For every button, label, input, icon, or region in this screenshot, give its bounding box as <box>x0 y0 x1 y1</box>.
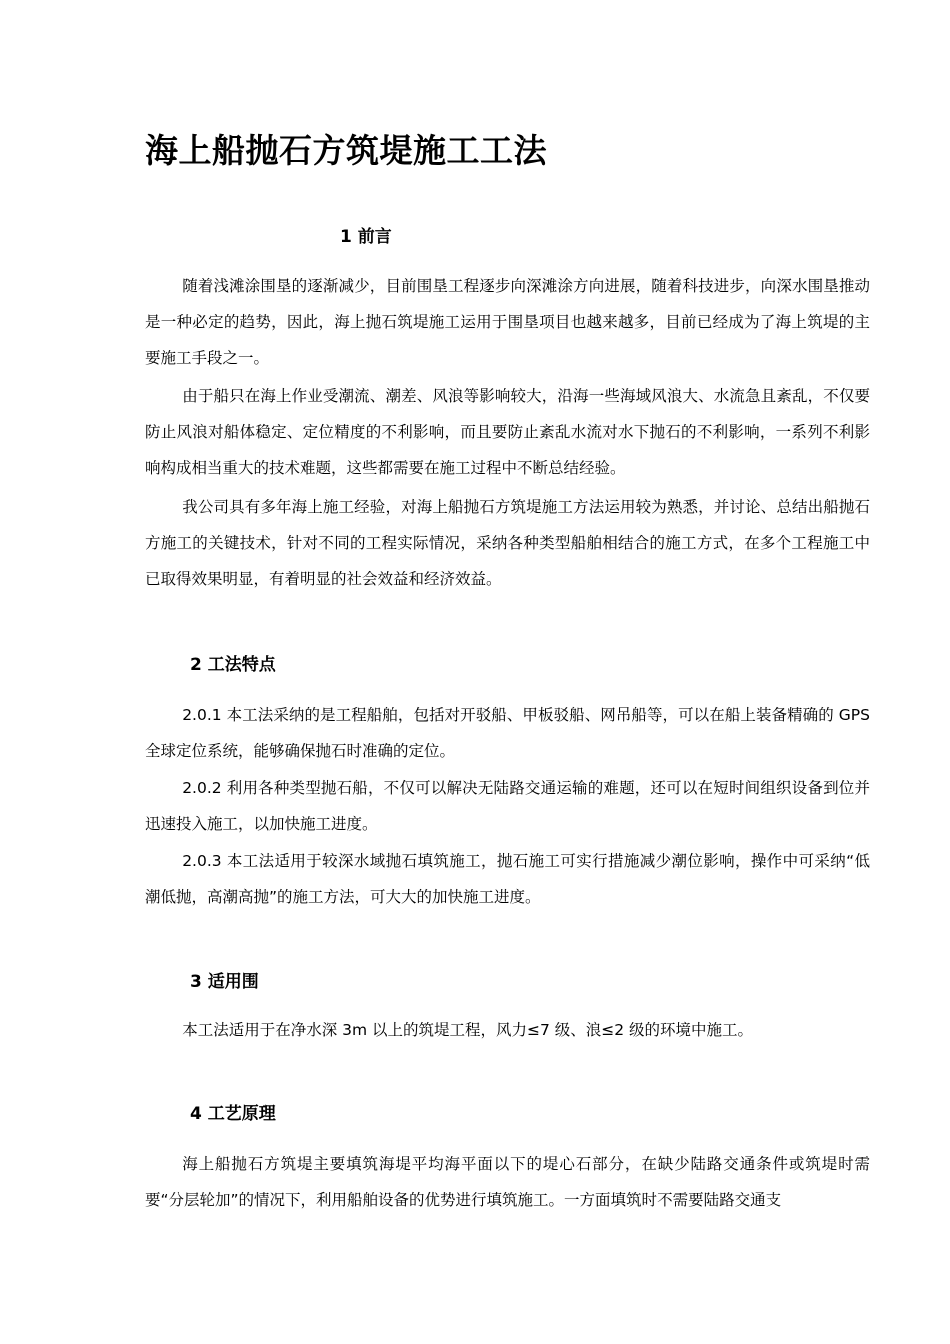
paragraph: 随着浅滩涂围垦的逐渐减少，目前围垦工程逐步向深滩涂方向进展，随着科技进步，向深水围垦推动是一种必定的趋势，因此，海上抛石筑堤施工运用于围垦项目也越来越多，目前已经成为了海上筑堤的主要施工手段之一。 <box>145 277 870 367</box>
paragraph: 由于船只在海上作业受潮流、潮差、风浪等影响较大，沿海一些海域风浪大、水流急且紊乱，不仅要防止风浪对船体稳定、定位精度的不利影响，而且要防止紊乱水流对水下抛石的不利影响，一系列不利影响构成相当重大的技术难题，这些都需要在施工过程中不断总结经验。 <box>145 387 870 477</box>
paragraph: 海上船抛石方筑堤主要填筑海堤平均海平面以下的堤心石部分，在缺少陆路交通条件或筑堤时需要“分层轮加”的情况下，利用船舶设备的优势进行填筑施工。一方面填筑时不需要陆路交通支 <box>145 1155 870 1209</box>
paragraph: 2.0.1 本工法采纳的是工程船舶，包括对开驳船、甲板驳船、网吊船等，可以在船上装备精确的 GPS 全球定位系统，能够确保抛石时准确的定位。 <box>145 706 870 760</box>
paragraph: 2.0.3 本工法适用于较深水域抛石填筑施工，抛石施工可实行措施减少潮位影响，操作中可采纳“低潮低抛，高潮高抛”的施工方法，可大大的加快施工进度。 <box>145 852 870 906</box>
document-title: 海上船抛石方筑堤施工工法 <box>145 131 547 170</box>
paragraph: 我公司具有多年海上施工经验，对海上船抛石方筑堤施工方法运用较为熟悉，并讨论、总结出船抛石方施工的关键技术，针对不同的工程实际情况，采纳各种类型船舶相结合的施工方式，在多个工程施工中已取得效果明显，有着明显的社会效益和经济效益。 <box>145 498 870 588</box>
section-heading-4: 4 工艺原理 <box>190 1104 276 1124</box>
section-heading-3: 3 适用围 <box>190 972 259 992</box>
section-heading-1: 1 前言 <box>340 227 392 247</box>
paragraph: 本工法适用于在净水深 3m 以上的筑堤工程，风力≤7 级、浪≤2 级的环境中施工。 <box>182 1021 754 1039</box>
section-heading-2: 2 工法特点 <box>190 655 276 675</box>
paragraph: 2.0.2 利用各种类型抛石船，不仅可以解决无陆路交通运输的难题，还可以在短时间组织设备到位并迅速投入施工，以加快施工进度。 <box>145 779 870 833</box>
